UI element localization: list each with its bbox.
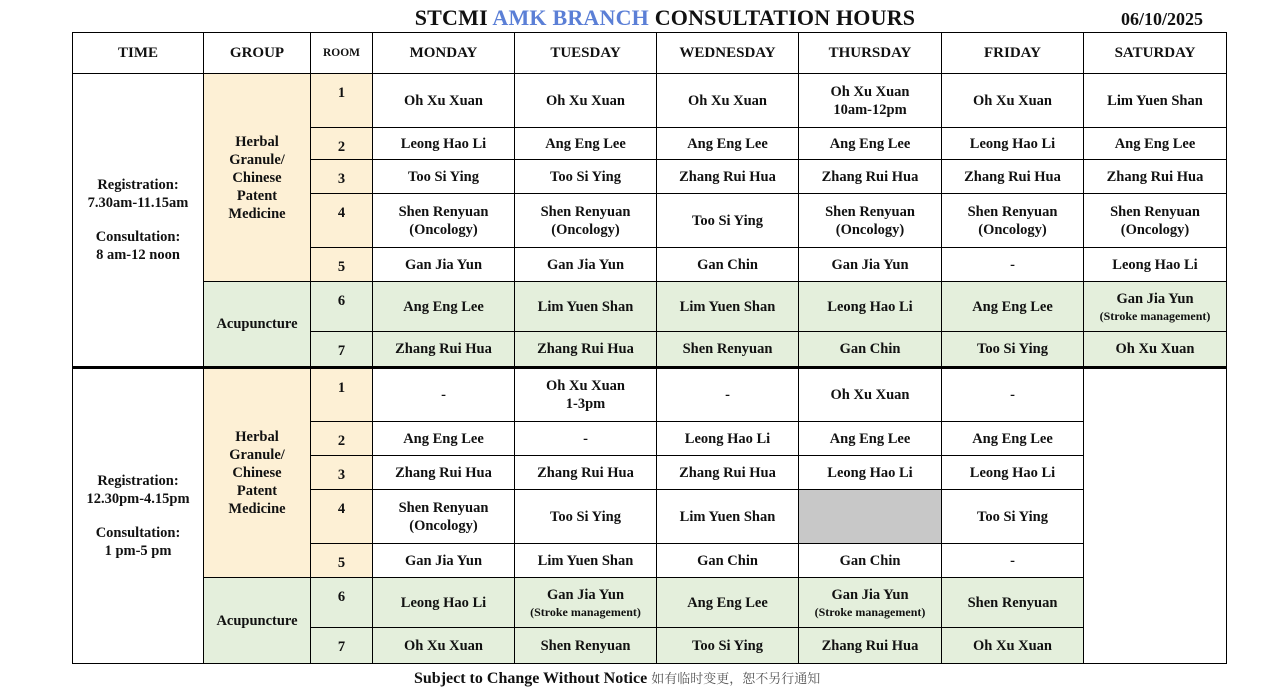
doctor-note: (Stroke management) xyxy=(530,604,641,619)
page-title xyxy=(0,5,1273,31)
doctor-cell xyxy=(942,74,1084,128)
doctor-cell xyxy=(1084,128,1227,160)
doctor-name: Shen Renyuan xyxy=(1110,203,1200,220)
room-number xyxy=(311,368,373,422)
doctor-cell xyxy=(657,74,799,128)
doctor-name: Gan Jia Yun xyxy=(404,552,483,569)
doctor-name: Oh Xu Xuan xyxy=(830,83,910,100)
doctor-name: Zhang Rui Hua xyxy=(395,464,492,481)
doctor-name: Oh Xu Xuan xyxy=(688,92,767,109)
room-label: 2 xyxy=(337,433,346,449)
doctor-name: Zhang Rui Hua xyxy=(964,168,1061,185)
doctor-note: 1-3pm xyxy=(565,396,606,412)
schedule-row xyxy=(73,368,1227,422)
doctor-cell xyxy=(515,578,657,628)
doctor-cell xyxy=(942,128,1084,160)
doctor-name: Oh Xu Xuan xyxy=(1115,341,1195,357)
doctor-name: Zhang Rui Hua xyxy=(1106,168,1204,185)
doctor-cell xyxy=(515,490,657,544)
doctor-cell xyxy=(515,456,657,490)
doctor-name: Lim Yuen Shan xyxy=(679,508,776,525)
doctor-cell xyxy=(942,422,1084,456)
doctor-cell xyxy=(942,490,1084,544)
doctor-name: Zhang Rui Hua xyxy=(679,168,776,185)
session-time xyxy=(73,74,204,368)
doctor-name: Gan Chin xyxy=(697,552,758,569)
doctor-name: Shen Renyuan xyxy=(682,341,773,357)
room-number xyxy=(311,160,373,194)
doctor-note: (Oncology) xyxy=(409,517,478,534)
doctor-name: - xyxy=(1010,552,1015,569)
group-label-line: Chinese xyxy=(232,169,282,186)
notice-en: Subject to Change Without Notice xyxy=(414,670,648,687)
doctor-cell xyxy=(515,248,657,282)
room-number xyxy=(311,248,373,282)
doctor-name: Zhang Rui Hua xyxy=(821,168,919,185)
doctor-name: - xyxy=(725,387,730,403)
doctor-name: Leong Hao Li xyxy=(969,135,1056,152)
doctor-name: - xyxy=(441,387,446,403)
doctor-name: Lim Yuen Shan xyxy=(679,298,776,315)
doctor-name: Shen Renyuan xyxy=(398,499,489,516)
doctor-note: (Stroke management) xyxy=(814,604,926,619)
doctor-cell xyxy=(799,628,942,664)
doctor-cell xyxy=(657,160,799,194)
header-day: MONDAY xyxy=(373,33,515,74)
doctor-cell xyxy=(373,194,515,248)
doctor-cell xyxy=(657,456,799,490)
doctor-name: Too Si Ying xyxy=(408,168,479,185)
doctor-cell xyxy=(657,490,799,544)
registration-time: 7.30am-11.15am xyxy=(87,195,189,211)
doctor-name: Shen Renyuan xyxy=(967,203,1058,220)
doctor-cell xyxy=(373,74,515,128)
doctor-cell xyxy=(657,128,799,160)
doctor-name: Gan Jia Yun xyxy=(831,586,909,603)
doctor-name: Too Si Ying xyxy=(550,168,621,185)
schedule-row xyxy=(73,74,1227,128)
room-number xyxy=(311,282,373,332)
doctor-note: (Oncology) xyxy=(978,221,1047,238)
doctor-cell xyxy=(657,194,799,248)
room-number xyxy=(311,422,373,456)
doctor-name: - xyxy=(1010,256,1015,273)
room-label: 4 xyxy=(337,205,346,221)
room-label: 5 xyxy=(337,555,346,571)
doctor-cell xyxy=(799,422,942,456)
doctor-name: Zhang Rui Hua xyxy=(395,341,492,357)
doctor-name: Gan Chin xyxy=(839,341,901,357)
doctor-cell xyxy=(942,368,1084,422)
doctor-name: Zhang Rui Hua xyxy=(821,637,919,654)
doctor-cell xyxy=(657,578,799,628)
room-label: 7 xyxy=(337,343,346,359)
header-day: SATURDAY xyxy=(1084,33,1227,74)
doctor-name: Oh Xu Xuan xyxy=(973,92,1052,109)
doctor-name: Zhang Rui Hua xyxy=(537,464,634,481)
doctor-cell xyxy=(515,544,657,578)
doctor-name: Ang Eng Lee xyxy=(829,135,911,152)
doctor-name: Leong Hao Li xyxy=(400,135,487,152)
doctor-cell xyxy=(799,490,942,544)
doctor-name: Too Si Ying xyxy=(977,508,1048,525)
consultation-label: Consultation: xyxy=(95,525,181,541)
group-acupuncture xyxy=(204,282,311,368)
group-label-line: Granule/ xyxy=(229,447,285,463)
doctor-cell xyxy=(373,490,515,544)
doctor-cell xyxy=(657,248,799,282)
doctor-cell xyxy=(373,332,515,368)
doctor-cell xyxy=(799,160,942,194)
room-label: 3 xyxy=(337,467,346,483)
room-label: 4 xyxy=(337,501,346,517)
doctor-name: Gan Jia Yun xyxy=(831,256,909,273)
doctor-name: Leong Hao Li xyxy=(1112,256,1198,273)
doctor-name: Shen Renyuan xyxy=(398,203,489,220)
doctor-name: Zhang Rui Hua xyxy=(679,464,776,481)
doctor-cell xyxy=(799,368,942,422)
notice-cn: 如有临时变更，恕不另行通知 xyxy=(651,672,821,687)
room-number xyxy=(311,456,373,490)
consultation-label: Consultation: xyxy=(95,229,181,245)
room-label: 2 xyxy=(337,139,346,155)
doctor-name: Oh Xu Xuan xyxy=(404,92,483,109)
doctor-cell xyxy=(515,128,657,160)
room-number xyxy=(311,578,373,628)
room-number xyxy=(311,490,373,544)
header-day: THURSDAY xyxy=(799,33,942,74)
doctor-cell xyxy=(1084,332,1227,368)
doctor-cell xyxy=(373,160,515,194)
consultation-time: 8 am-12 noon xyxy=(96,247,180,263)
header-group: GROUP xyxy=(204,33,311,74)
doctor-cell xyxy=(657,422,799,456)
doctor-cell xyxy=(942,578,1084,628)
doctor-name: Shen Renyuan xyxy=(540,203,631,220)
doctor-cell xyxy=(515,74,657,128)
group-label-line: Medicine xyxy=(228,205,286,222)
doctor-cell xyxy=(373,128,515,160)
title-suffix: CONSULTATION HOURS xyxy=(654,5,916,30)
doctor-cell xyxy=(1084,248,1227,282)
doctor-cell xyxy=(1084,160,1227,194)
doctor-name: Gan Jia Yun xyxy=(546,256,625,273)
doctor-name: Gan Chin xyxy=(697,256,758,273)
title-prefix: STCMI xyxy=(414,5,488,30)
doctor-cell xyxy=(942,282,1084,332)
doctor-cell xyxy=(1084,74,1227,128)
room-label: 1 xyxy=(337,380,346,396)
doctor-name: Ang Eng Lee xyxy=(829,430,911,447)
room-number xyxy=(311,544,373,578)
room-label: 7 xyxy=(337,639,346,655)
room-label: 3 xyxy=(337,171,346,187)
doctor-cell xyxy=(799,248,942,282)
doctor-name: Too Si Ying xyxy=(692,637,763,654)
group-herbal xyxy=(204,74,311,282)
doctor-name: Leong Hao Li xyxy=(969,464,1056,481)
group-herbal xyxy=(204,368,311,578)
doctor-name: Gan Chin xyxy=(839,552,901,569)
header-room: ROOM xyxy=(311,33,373,74)
doctor-cell xyxy=(515,422,657,456)
doctor-name: - xyxy=(583,430,588,447)
doctor-cell xyxy=(373,456,515,490)
doctor-name: Ang Eng Lee xyxy=(403,298,484,315)
doctor-cell xyxy=(515,332,657,368)
doctor-cell xyxy=(657,368,799,422)
consultation-time: 1 pm-5 pm xyxy=(104,543,172,559)
doctor-cell xyxy=(799,578,942,628)
doctor-cell xyxy=(799,332,942,368)
doctor-name: Gan Jia Yun xyxy=(404,256,483,273)
doctor-cell xyxy=(942,332,1084,368)
group-label: Acupuncture xyxy=(216,612,298,629)
doctor-cell xyxy=(515,282,657,332)
doctor-cell xyxy=(942,160,1084,194)
doctor-name: Leong Hao Li xyxy=(684,430,771,447)
doctor-name: Oh Xu Xuan xyxy=(830,387,910,403)
header-day: WEDNESDAY xyxy=(657,33,799,74)
doctor-cell xyxy=(373,544,515,578)
header-day: FRIDAY xyxy=(942,33,1084,74)
spacer xyxy=(75,508,201,524)
doctor-cell xyxy=(373,368,515,422)
doctor-name: Shen Renyuan xyxy=(825,203,915,220)
group-label-line: Medicine xyxy=(228,501,286,517)
doctor-cell xyxy=(942,194,1084,248)
room-number xyxy=(311,128,373,160)
doctor-cell xyxy=(942,248,1084,282)
group-label: Acupuncture xyxy=(216,316,298,332)
room-number xyxy=(311,332,373,368)
room-label: 6 xyxy=(337,589,346,605)
doctor-name: Gan Jia Yun xyxy=(546,586,625,603)
doctor-cell xyxy=(373,422,515,456)
doctor-name: Too Si Ying xyxy=(977,341,1048,357)
room-label: 6 xyxy=(337,293,346,309)
doctor-name: Leong Hao Li xyxy=(827,298,913,315)
header-row xyxy=(73,33,1227,74)
schedule-row xyxy=(73,282,1227,332)
doctor-name: Lim Yuen Shan xyxy=(537,552,634,569)
doctor-cell xyxy=(1084,194,1227,248)
doctor-cell xyxy=(942,544,1084,578)
doctor-name: Ang Eng Lee xyxy=(972,430,1053,447)
doctor-cell xyxy=(657,544,799,578)
doctor-cell xyxy=(799,456,942,490)
doctor-name: Leong Hao Li xyxy=(400,594,487,611)
room-number xyxy=(311,194,373,248)
group-label-line: Patent xyxy=(236,483,278,499)
header-time: TIME xyxy=(73,33,204,74)
doctor-name: Zhang Rui Hua xyxy=(537,341,634,357)
group-acupuncture xyxy=(204,578,311,664)
doctor-note: (Oncology) xyxy=(409,221,478,238)
doctor-cell xyxy=(657,282,799,332)
doctor-note: (Oncology) xyxy=(1120,221,1190,238)
room-number xyxy=(311,74,373,128)
session-time xyxy=(73,368,204,664)
doctor-cell xyxy=(515,628,657,664)
group-label-line: Patent xyxy=(236,187,278,204)
registration-label: Registration: xyxy=(97,177,179,193)
doctor-cell xyxy=(373,578,515,628)
doctor-name: Lim Yuen Shan xyxy=(1107,92,1203,109)
doctor-name: Too Si Ying xyxy=(550,508,621,525)
group-label-line: Chinese xyxy=(232,465,282,481)
schedule-table xyxy=(72,32,1227,664)
doctor-name: Too Si Ying xyxy=(692,212,763,229)
doctor-cell xyxy=(515,160,657,194)
doctor-cell xyxy=(373,248,515,282)
doctor-name: Ang Eng Lee xyxy=(545,135,626,152)
doctor-name: Oh Xu Xuan xyxy=(973,637,1052,654)
spacer xyxy=(75,212,201,228)
doctor-note: (Oncology) xyxy=(551,221,620,238)
doctor-note: (Oncology) xyxy=(835,221,905,238)
group-label-line: Herbal xyxy=(235,429,279,445)
doctor-name: - xyxy=(1010,387,1015,403)
room-label: 1 xyxy=(337,85,346,101)
doctor-name: Ang Eng Lee xyxy=(972,298,1053,315)
doctor-name: Oh Xu Xuan xyxy=(546,92,625,109)
doctor-name: Gan Jia Yun xyxy=(1116,290,1194,307)
doctor-cell xyxy=(657,332,799,368)
doctor-cell xyxy=(942,628,1084,664)
room-label: 5 xyxy=(337,259,346,275)
doctor-name: Ang Eng Lee xyxy=(687,594,768,611)
doctor-name: Oh Xu Xuan xyxy=(546,378,625,394)
doctor-cell xyxy=(799,544,942,578)
doctor-cell xyxy=(373,628,515,664)
doctor-name: Leong Hao Li xyxy=(827,464,913,481)
group-label-line: Herbal xyxy=(235,133,279,150)
group-label-line: Granule/ xyxy=(229,151,285,168)
footer-notice xyxy=(414,668,820,688)
doctor-cell xyxy=(1084,282,1227,332)
doctor-name: Lim Yuen Shan xyxy=(537,298,634,315)
doctor-name: Oh Xu Xuan xyxy=(404,637,483,654)
doctor-note: 10am-12pm xyxy=(833,101,907,118)
doctor-cell xyxy=(657,628,799,664)
doctor-name: Shen Renyuan xyxy=(967,594,1058,611)
saturday-closed-cell xyxy=(1084,368,1227,664)
doctor-name: Shen Renyuan xyxy=(540,637,631,654)
doctor-name: Ang Eng Lee xyxy=(403,430,484,447)
doctor-name: Ang Eng Lee xyxy=(687,135,768,152)
doctor-cell xyxy=(515,368,657,422)
doctor-cell xyxy=(373,282,515,332)
doctor-cell xyxy=(799,282,942,332)
header-day: TUESDAY xyxy=(515,33,657,74)
title-branch: AMK BRANCH xyxy=(492,5,649,30)
schedule-date: 06/10/2025 xyxy=(1121,9,1204,29)
doctor-cell xyxy=(799,128,942,160)
doctor-cell xyxy=(799,74,942,128)
doctor-cell xyxy=(515,194,657,248)
registration-label: Registration: xyxy=(97,473,179,489)
doctor-cell xyxy=(942,456,1084,490)
schedule-row xyxy=(73,578,1227,628)
doctor-cell xyxy=(799,194,942,248)
doctor-name: Ang Eng Lee xyxy=(1114,135,1196,152)
doctor-note: (Stroke management) xyxy=(1099,308,1211,323)
registration-time: 12.30pm-4.15pm xyxy=(86,491,190,507)
room-number xyxy=(311,628,373,664)
